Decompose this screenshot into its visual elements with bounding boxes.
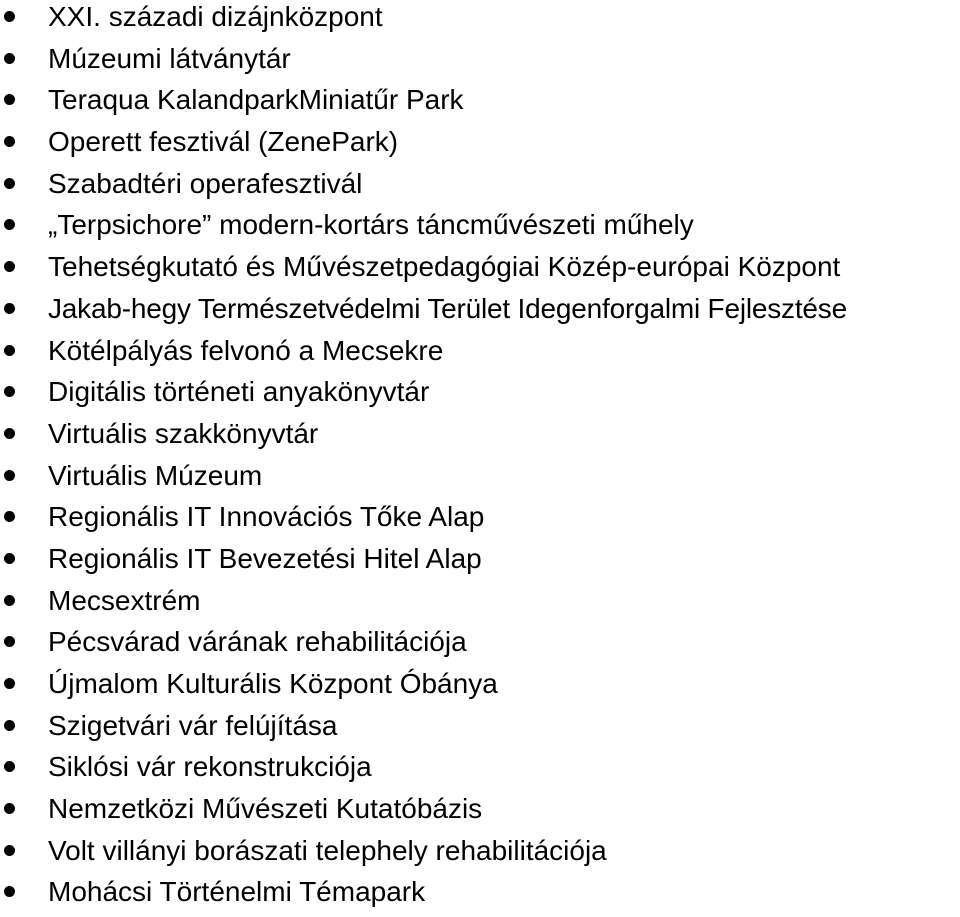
list-item: [0, 167, 960, 209]
list-item-text: Teraqua KalandparkMiniatűr Park: [48, 84, 464, 116]
list-item-text: Tehetségkutató és Művészetpedagógiai Közép-európai Központ: [48, 251, 841, 283]
list-item: [0, 125, 960, 167]
list-item-text: Kötélpályás felvonó a Mecsekre: [48, 334, 444, 366]
list-item: [0, 83, 960, 125]
bullet-icon: [4, 11, 15, 22]
list-item: [0, 459, 960, 501]
bullet-icon: [4, 94, 15, 105]
bullet-icon: [4, 470, 15, 481]
list-item-text: Virtuális szakkönyvtár: [48, 417, 319, 449]
list-item: [0, 834, 960, 876]
list-item-text: Szabadtéri operafesztivál: [48, 167, 363, 199]
list-item: [0, 542, 960, 584]
bullet-icon: [4, 636, 15, 647]
list-item: [0, 292, 960, 334]
list-item-text: Szigetvári vár felújítása: [48, 709, 338, 741]
list-item: [0, 584, 960, 626]
list-item: [0, 334, 960, 376]
list-item-text: Regionális IT Innovációs Tőke Alap: [48, 501, 485, 533]
list-item-text: Mecsextrém: [48, 584, 201, 616]
list-item: [0, 709, 960, 751]
list-item-text: Pécsvárad várának rehabilitációja: [48, 626, 467, 658]
bullet-icon: [4, 803, 15, 814]
bullet-icon: [4, 428, 15, 439]
bullet-icon: [4, 136, 15, 147]
bullet-icon: [4, 886, 15, 897]
list-item-text: Regionális IT Bevezetési Hitel Alap: [48, 542, 482, 574]
list-item: [0, 667, 960, 709]
bullet-icon: [4, 511, 15, 522]
list-item-text: Mohácsi Történelmi Témapark: [48, 876, 426, 908]
list-item-text: Nemzetközi Művészeti Kutatóbázis: [48, 793, 483, 825]
bullet-icon: [4, 720, 15, 731]
list-item-text: XXI. századi dizájnközpont: [48, 1, 383, 32]
list-item-text: Jakab-hegy Természetvédelmi Terület Idegenforgalmi Fejlesztése: [48, 292, 847, 324]
bullet-icon: [4, 678, 15, 689]
list-item-text: „Terpsichore” modern-kortárs táncművészeti műhely: [48, 209, 694, 241]
bullet-icon: [4, 845, 15, 856]
bullet-icon: [4, 178, 15, 189]
list-item: [0, 750, 960, 792]
bullet-icon: [4, 261, 15, 272]
bullet-icon: [4, 219, 15, 230]
list-item: [0, 875, 960, 917]
bullet-icon: [4, 553, 15, 564]
list-item-text: Digitális történeti anyakönyvtár: [48, 376, 430, 408]
list-item-text: Virtuális Múzeum: [48, 459, 263, 491]
list-item-text: Múzeumi látványtár: [48, 42, 291, 74]
list-item: [0, 792, 960, 834]
list-item-text: Volt villányi borászati telephely rehabilitációja: [48, 834, 607, 866]
list-item: [0, 417, 960, 459]
list-item: [0, 42, 960, 84]
list-item: [0, 625, 960, 667]
list-item: [0, 0, 960, 42]
bullet-icon: [4, 303, 15, 314]
list-item-text: Újmalom Kulturális Központ Óbánya: [48, 668, 498, 699]
list-item: [0, 208, 960, 250]
list-item: [0, 250, 960, 292]
list-item: [0, 500, 960, 542]
bullet-icon: [4, 53, 15, 64]
list-item-text: Operett fesztivál (ZenePark): [48, 126, 399, 158]
bullet-icon: [4, 595, 15, 606]
list-item: [0, 375, 960, 417]
bullet-icon: [4, 386, 15, 397]
list-item-text: Siklósi vár rekonstrukciója: [48, 751, 372, 783]
bullet-icon: [4, 761, 15, 772]
bullet-icon: [4, 345, 15, 356]
